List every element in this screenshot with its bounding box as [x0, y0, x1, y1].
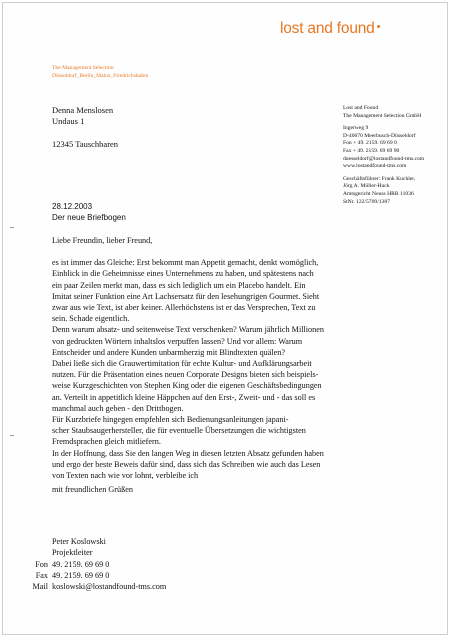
body-line: Imitat seiner Funktion eine Art Lachsersatz für den lesehungrigen Gourmet. Sieht — [52, 291, 320, 301]
recipient-street: Undaus 1 — [52, 116, 85, 127]
sender-line: Fon + 49. 2159. 69 69 0 — [343, 140, 397, 147]
body-line: weise Kurzgeschichten von Stephen King oder die eigenen Geschäftsbedingungen — [52, 381, 322, 391]
contact-list — [26, 559, 166, 593]
sender-line: Jörg A. Müller-Huck — [343, 183, 390, 190]
sender-line: StNr. 122/5709/1387 — [343, 198, 390, 205]
body-line: es ist immer das Gleiche: Erst bekommt man Appetit gemacht, denkt womöglich, — [52, 258, 319, 268]
contact-label: Fon — [35, 560, 48, 569]
closing: mit freundlichen Grüßen — [52, 485, 133, 494]
sender-line: duesseldorf@lostandfound-tms.com — [343, 155, 425, 162]
sender-line: Amtsgericht Neuss HRB 11036 — [343, 190, 414, 197]
body-line: scher Staubsaugerhersteller, die für eventuelle Übersetzungen die wichtigsten — [52, 426, 306, 436]
company-header — [52, 65, 148, 81]
salutation: Liebe Freundin, lieber Freund, — [52, 236, 153, 245]
body-line: von Texten nach wie vor lohnt, verbleibe ich — [52, 471, 199, 481]
body-line: Fremdsprachen gleich mitliefern. — [52, 437, 161, 447]
company-header-line: Düsseldorf_Berlin_Mainz_Friedrichshafen — [52, 72, 149, 79]
sender-line: The Management Selection GmbH — [343, 112, 422, 119]
body-line: In der Hoffnung, dass Sie den langen Weg in diesen letzten Absatz gefunden haben — [52, 448, 324, 458]
body-line: Dabei ließe sich die Grauwertimitation für echte Kultur- und Aufklärungsarbeit — [52, 359, 312, 369]
signature-block — [52, 537, 106, 558]
recipient-address — [52, 105, 118, 151]
body-paragraphs — [52, 257, 344, 481]
sender-company-block — [343, 105, 424, 120]
company-header-line: The Management Selection — [52, 65, 114, 71]
contact-label: Fax — [35, 571, 48, 581]
company-logo — [280, 20, 380, 38]
body-line: manchmal auch geben - den Drittbogen. — [52, 403, 184, 413]
body-line: ein paar Zeilen merkt man, dass es sich lediglich um ein Placebo handelt. Ein — [52, 280, 306, 290]
body-line: und ergo der beste Beweis dafür sind, dass sich das Schreiben wie auch das Lesen — [52, 459, 321, 469]
contact-label: Mail — [32, 582, 48, 592]
recipient-city: 12345 Tauschbaren — [52, 139, 119, 150]
letter-subject: Der neue Briefbogen — [52, 212, 126, 222]
letter-body — [52, 235, 344, 481]
contact-value: 49. 2159. 69 69 0 — [52, 571, 110, 581]
body-line: Denn warum absatz- und seitenweise Text verschenken? Warum jährlich Millionen — [52, 325, 324, 335]
body-line: Für Kurzbriefe hingegen empfehlen sich Bedienungsanleitungen japani- — [52, 415, 289, 425]
body-line: Entscheider und andere Kunden unbarmherzig mit Blindtexten quälen? — [52, 347, 286, 357]
sender-contact-block — [343, 125, 424, 171]
sender-line: www.lostandfound-tms.com — [343, 163, 407, 170]
sender-info — [343, 105, 424, 206]
sender-line: Ingerweg 9 — [343, 125, 369, 132]
contact-value: 49. 2159. 69 69 0 — [52, 560, 110, 569]
logo-mark: • — [376, 21, 381, 33]
fold-mark — [10, 227, 14, 228]
sender-line: Geschäftsführer: Frank Kuchler, — [343, 175, 416, 182]
signer-name: Peter Koslowski — [52, 537, 106, 546]
contact-row — [26, 570, 166, 581]
logo-text: lost and found — [280, 20, 375, 37]
contact-value: koslowski@lostandfound-tms.com — [52, 582, 167, 592]
body-line: an. Verteilt in appetitlich kleine Häppchen auf den Erst-, Zweit- und - das soll es — [52, 392, 316, 402]
sender-line: D-40670 Meerbusch-Düsseldorf — [343, 132, 416, 139]
sender-line: Lost and Found — [343, 105, 379, 111]
date-subject — [52, 202, 126, 223]
fold-mark — [10, 435, 14, 436]
body-line: nutzen. Für die Präsentation eines neuen Corporate Designs bieten sich beispiels- — [52, 370, 319, 380]
sender-line: Fax + 49. 2159. 69 69 90 — [343, 147, 400, 154]
sender-legal-block — [343, 176, 424, 206]
body-line: Einblick in die Geheimnisse eines Unternehmens zu haben, und spätestens nach — [52, 269, 314, 279]
contact-row — [26, 559, 166, 570]
body-line: von gedruckten Wörtern inhaltslos verpuffen lassen? Und vor allem: Warum — [52, 336, 303, 346]
signer-title: Projektleiter — [52, 547, 93, 557]
contact-row — [26, 581, 166, 592]
body-line: zwar aus wie Text, ist aber keiner. Allerhöchstens ist er das Versprechen, Text zu — [52, 303, 316, 313]
recipient-name: Denna Menslosen — [52, 105, 114, 115]
letter-date: 28.12.2003 — [52, 202, 93, 211]
body-line: sein. Schade eigentlich. — [52, 314, 130, 324]
